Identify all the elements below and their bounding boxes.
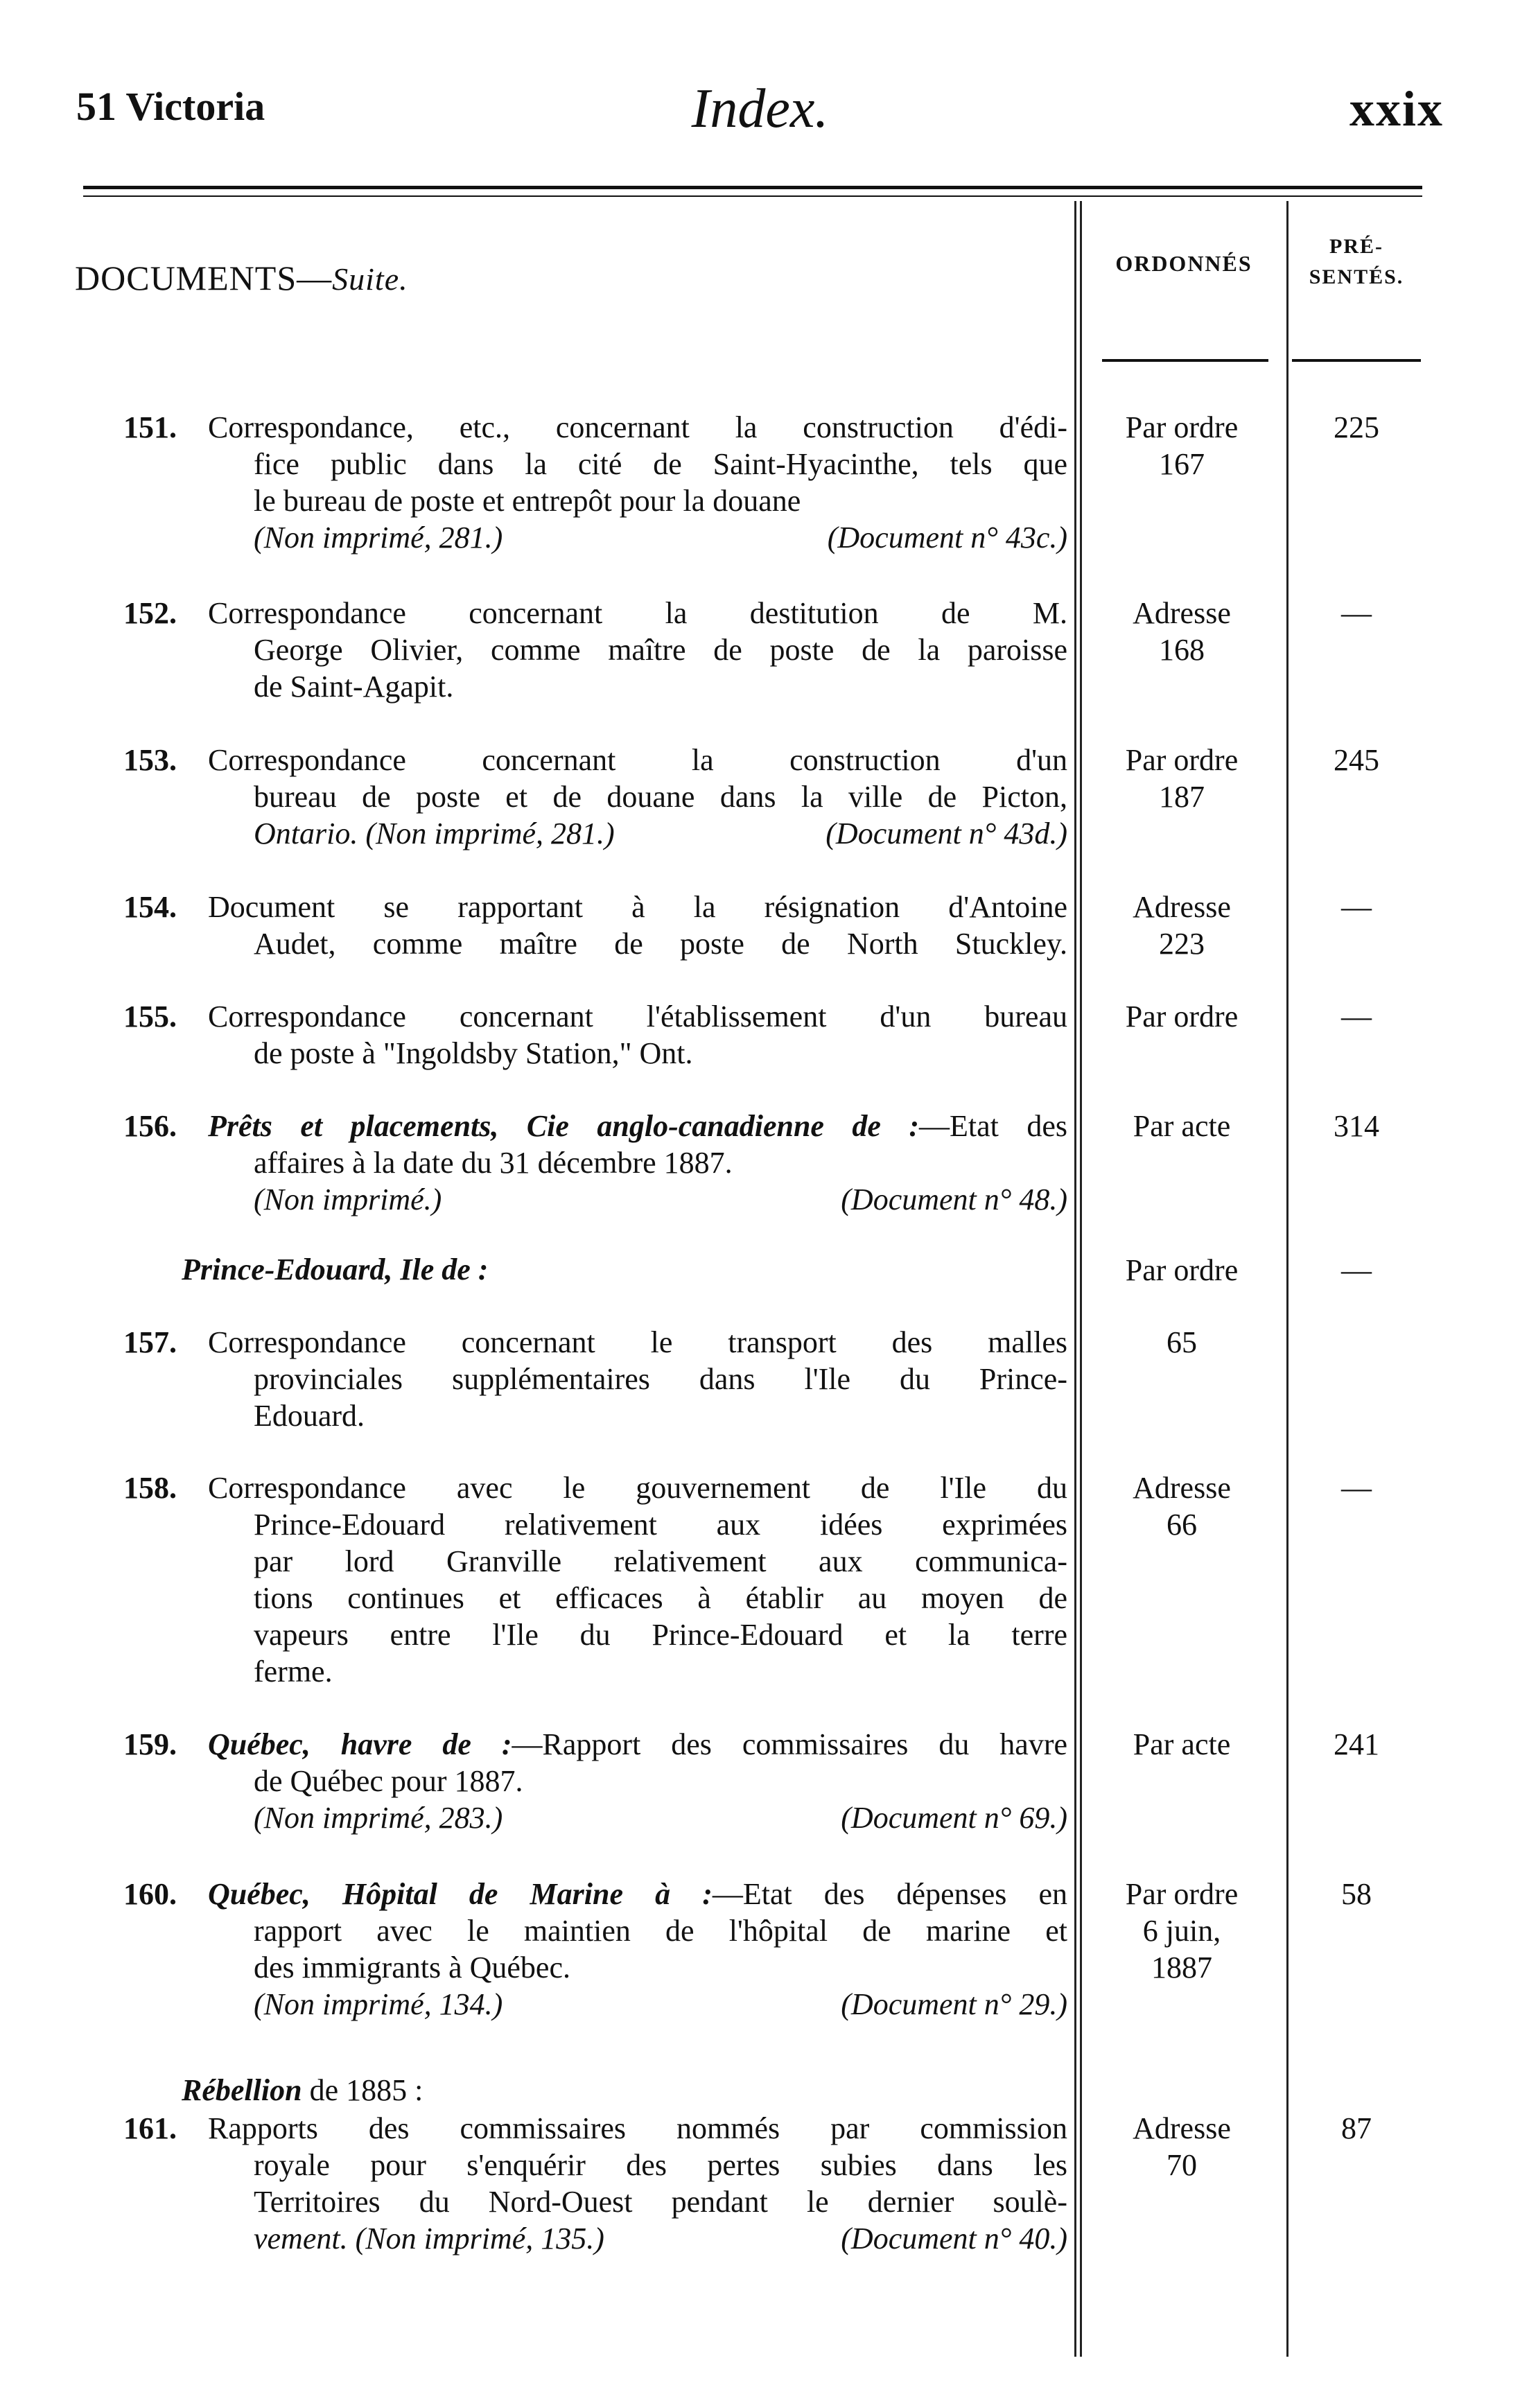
- entry-155-ordonnes: [1081, 998, 1282, 1035]
- entry-text-line: Correspondance concernant la construction d'un: [208, 743, 1067, 777]
- entry-160-ordonnes: [1081, 1876, 1282, 1986]
- entry-156-presentes: 314: [1334, 1109, 1379, 1143]
- entry-text-line: ferme.: [254, 1655, 333, 1689]
- ordonnes-line: 65: [1167, 1325, 1197, 1359]
- entry-161-ordonnes: [1081, 2110, 1282, 2183]
- entry-print-status: (Non imprimé, 281.): [254, 521, 503, 555]
- entry-text-line: —Etat des: [919, 1109, 1068, 1143]
- entry-subject: Québec, havre de :: [208, 1727, 512, 1761]
- running-head-title: Index.: [691, 78, 829, 139]
- entry-number: 152.: [123, 596, 177, 630]
- ordonnes-line: 1887: [1151, 1951, 1212, 1984]
- entry-number: 157.: [123, 1325, 177, 1359]
- ordonnes-line: Par ordre: [1125, 743, 1239, 777]
- entry-152-ordonnes: [1081, 595, 1282, 668]
- entry-154-ordonnes: [1081, 889, 1282, 962]
- entry-157-ordonnes: [1081, 1324, 1282, 1361]
- subheading-rebellion: [182, 2073, 423, 2108]
- entry-text-line: le bureau de poste et entrepôt pour la douane: [254, 484, 801, 518]
- ordonnes-line: 70: [1167, 2148, 1197, 2182]
- entry-document-ref: (Document n° 43c.): [827, 521, 1067, 555]
- entry-print-status: (Non imprimé.): [254, 1183, 442, 1216]
- entry-subject: Québec, Hôpital de Marine à :: [208, 1877, 713, 1911]
- entry-text-line: tions continues et efficaces à établir au moyen de: [254, 1581, 1067, 1615]
- entry-text-line: royale pour s'enquérir des pertes subies dans les: [254, 2148, 1067, 2182]
- entry-text-line: Territoires du Nord-Ouest pendant le dernier soulè-: [254, 2185, 1067, 2219]
- ordonnes-line: Adresse: [1133, 890, 1231, 924]
- entry-text-line: Audet, comme maître de poste de North Stuckley.: [254, 927, 1067, 961]
- entry-text-line: Edouard.: [254, 1399, 365, 1433]
- entry-text-line: Prince-Edouard relativement aux idées exprimées: [254, 1508, 1067, 1542]
- ordonnes-line: 167: [1159, 447, 1205, 481]
- entry-document-ref: (Document n° 48.): [841, 1183, 1067, 1216]
- entry-152: [123, 595, 1067, 705]
- entry-document-ref: (Document n° 29.): [841, 1987, 1067, 2021]
- entry-text-line: —Rapport des commissaires du havre: [512, 1727, 1068, 1761]
- entry-156-ordonnes: [1081, 1108, 1282, 1144]
- column-header-rule-presentes: [1292, 359, 1421, 362]
- entry-document-ref: (Document n° 69.): [841, 1801, 1067, 1835]
- entry-157: [123, 1324, 1067, 1434]
- ordonnes-line: 6 juin,: [1142, 1914, 1221, 1948]
- ordonnes-line: Par ordre: [1125, 1000, 1239, 1033]
- entry-151-presentes: 225: [1334, 410, 1379, 444]
- entry-text-line: Correspondance concernant la destitution de M.: [208, 596, 1067, 630]
- entry-number: 158.: [123, 1471, 177, 1505]
- section-title-suite: Suite.: [332, 261, 408, 297]
- ordonnes-line: Par ordre: [1125, 1253, 1239, 1287]
- entry-text-line: —Etat des dépenses en: [712, 1877, 1067, 1911]
- entry-text-line: de poste à "Ingoldsby Station," Ont.: [254, 1036, 693, 1070]
- entry-document-ref: (Document n° 40.): [841, 2222, 1067, 2256]
- entry-153-ordonnes: [1081, 742, 1282, 815]
- entry-text-line: Document se rapportant à la résignation d'Antoine: [208, 890, 1067, 924]
- entry-155-presentes: —: [1341, 1000, 1372, 1033]
- ordonnes-line: Adresse: [1133, 1471, 1231, 1505]
- column-divider-right: [1286, 201, 1288, 2357]
- entry-151: [123, 409, 1067, 556]
- ordonnes-line: 168: [1159, 633, 1205, 667]
- header-rule-thick: [83, 186, 1422, 189]
- entry-155: [123, 998, 1067, 1072]
- entry-158-presentes: —: [1341, 1471, 1372, 1505]
- header-rule-thin: [83, 195, 1422, 197]
- entry-159-ordonnes: [1081, 1726, 1282, 1763]
- entry-161-presentes: 87: [1341, 2111, 1372, 2145]
- entry-text-line: par lord Granville relativement aux communica-: [254, 1544, 1067, 1578]
- entry-160: [123, 1876, 1067, 2023]
- entry-number: 153.: [123, 743, 177, 777]
- entry-156: [123, 1108, 1067, 1218]
- entry-text-line: de Québec pour 1887.: [254, 1764, 523, 1798]
- subheading-prince-edouard-presentes: —: [1341, 1253, 1372, 1287]
- entry-number: 160.: [123, 1877, 177, 1911]
- entry-text-line: affaires à la date du 31 décembre 1887.: [254, 1146, 733, 1180]
- ordonnes-line: 223: [1159, 927, 1205, 961]
- entry-number: 155.: [123, 1000, 177, 1033]
- column-header-presentes-line1: PRÉ-: [1329, 235, 1383, 258]
- ordonnes-line: Adresse: [1133, 596, 1231, 630]
- ordonnes-line: 66: [1167, 1508, 1197, 1542]
- entry-160-presentes: 58: [1341, 1877, 1372, 1911]
- entry-158: [123, 1469, 1067, 1690]
- entry-153-presentes: 245: [1334, 743, 1379, 777]
- entry-number: 159.: [123, 1727, 177, 1761]
- ordonnes-line: Par ordre: [1125, 1877, 1239, 1911]
- ordonnes-line: Par ordre: [1125, 410, 1239, 444]
- subheading-prince-edouard-ordonnes: [1081, 1252, 1282, 1289]
- entry-153: [123, 742, 1067, 852]
- entry-text-line: bureau de poste et de douane dans la ville de Picton,: [254, 780, 1067, 814]
- entry-159: [123, 1726, 1067, 1836]
- entry-document-ref: (Document n° 43d.): [825, 817, 1067, 850]
- entry-subject: Prêts et placements, Cie anglo-canadienne de :: [208, 1109, 920, 1143]
- subheading-rebellion-plain: de 1885 :: [302, 2073, 423, 2107]
- page-number: xxix: [1349, 81, 1444, 137]
- entry-number: 156.: [123, 1109, 177, 1143]
- ordonnes-line: Par acte: [1133, 1727, 1231, 1761]
- section-title-main: DOCUMENTS—: [75, 259, 333, 297]
- running-head-left: 51 Victoria: [76, 84, 265, 129]
- column-header-ordonnes: ORDONNÉS: [1115, 251, 1252, 276]
- entry-number: 161.: [123, 2111, 177, 2145]
- entry-text-line: George Olivier, comme maître de poste de la paroisse: [254, 633, 1067, 667]
- entry-print-status: (Non imprimé, 283.): [254, 1801, 503, 1835]
- entry-text-line: provinciales supplémentaires dans l'Ile du Prince-: [254, 1362, 1067, 1396]
- entry-print-status: Ontario. (Non imprimé, 281.): [254, 817, 615, 850]
- column-header-presentes: [1291, 232, 1422, 293]
- entry-number: 154.: [123, 890, 177, 924]
- entry-152-presentes: —: [1341, 596, 1372, 630]
- entry-159-presentes: 241: [1334, 1727, 1379, 1761]
- entry-text-line: fice public dans la cité de Saint-Hyacinthe, tels que: [254, 447, 1067, 481]
- entry-text-line: des immigrants à Québec.: [254, 1951, 570, 1984]
- entry-text-line: vapeurs entre l'Ile du Prince-Edouard et la terre: [254, 1618, 1067, 1652]
- ordonnes-line: Adresse: [1133, 2111, 1231, 2145]
- entry-number: 151.: [123, 410, 177, 444]
- running-head: [76, 78, 1444, 146]
- section-title: [75, 258, 408, 298]
- entry-151-ordonnes: [1081, 409, 1282, 482]
- entry-text-line: de Saint-Agapit.: [254, 670, 454, 704]
- entry-text-line: rapport avec le maintien de l'hôpital de marine et: [254, 1914, 1067, 1948]
- entry-text-line: Correspondance concernant l'établissement d'un bureau: [208, 1000, 1067, 1033]
- entry-154: [123, 889, 1067, 962]
- entry-154-presentes: —: [1341, 890, 1372, 924]
- entry-158-ordonnes: [1081, 1469, 1282, 1543]
- entry-text-line: Correspondance avec le gouvernement de l'Ile du: [208, 1471, 1067, 1505]
- ordonnes-line: Par acte: [1133, 1109, 1231, 1143]
- column-divider-left-a: [1074, 201, 1076, 2357]
- ordonnes-line: 187: [1159, 780, 1205, 814]
- entry-print-status: vement. (Non imprimé, 135.): [254, 2222, 604, 2256]
- entry-161: [123, 2110, 1067, 2257]
- entry-text-line: Correspondance, etc., concernant la construction d'édi-: [208, 410, 1067, 444]
- column-header-rule-ordonnes: [1102, 359, 1268, 362]
- column-header-presentes-line2: SENTÉS.: [1309, 265, 1404, 288]
- entry-print-status: (Non imprimé, 134.): [254, 1987, 503, 2021]
- subheading-prince-edouard: Prince-Edouard, Ile de :: [182, 1253, 489, 1286]
- subheading-rebellion-italic: Rébellion: [182, 2073, 302, 2107]
- entry-text-line: Correspondance concernant le transport des malles: [208, 1325, 1067, 1359]
- entry-text-line: Rapports des commissaires nommés par commission: [208, 2111, 1067, 2145]
